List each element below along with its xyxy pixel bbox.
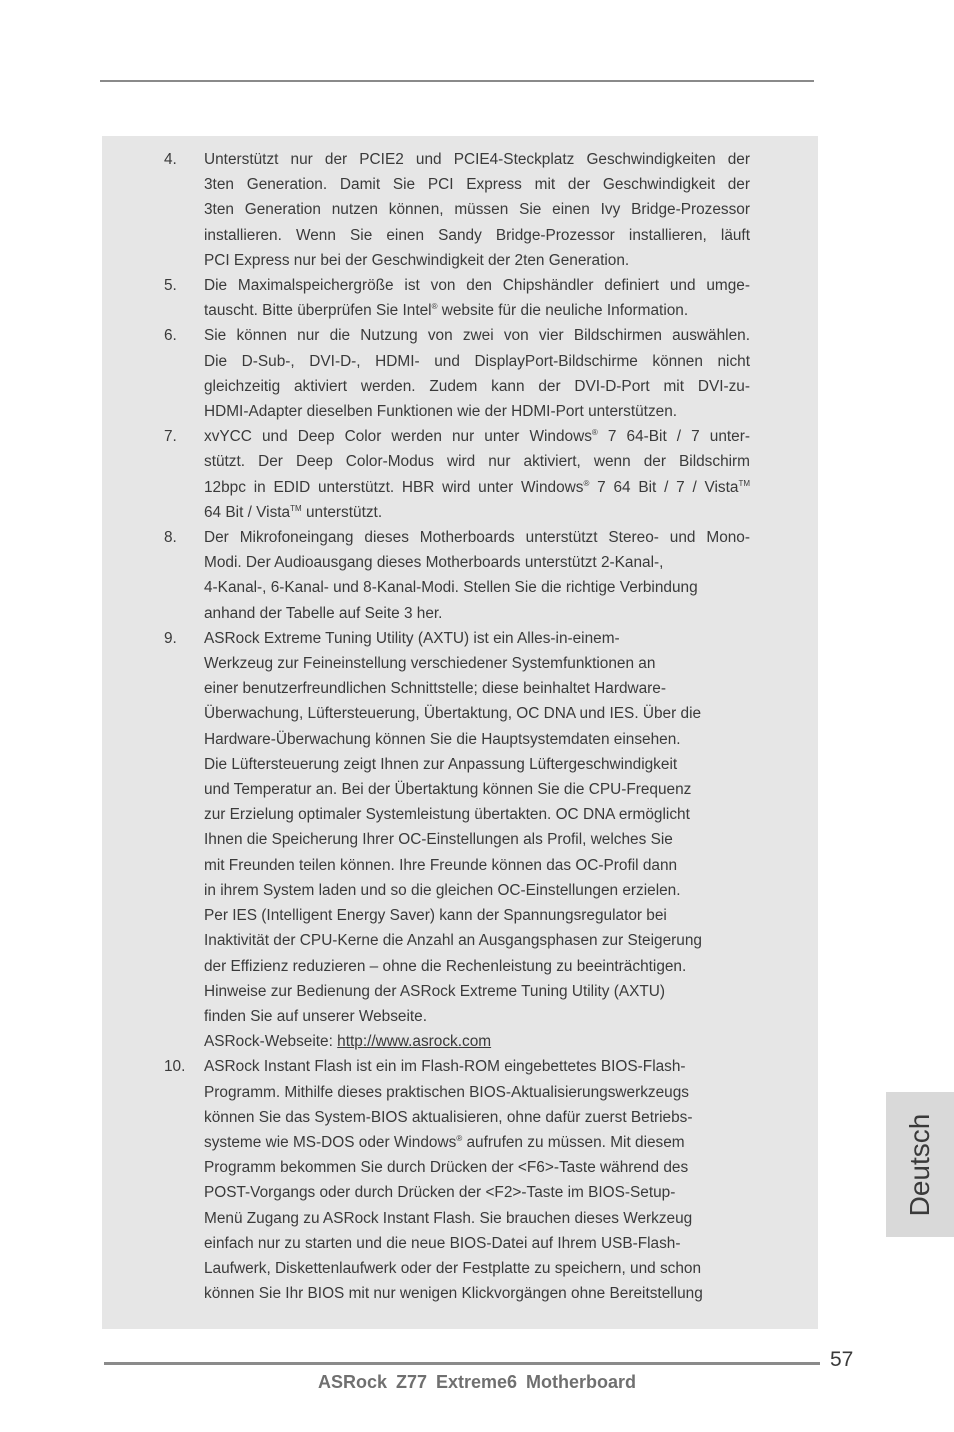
note-line: Programm bekommen Sie durch Drücken der <F6>-Taste während des (204, 1159, 689, 1177)
note-line: mit Freunden teilen können. Ihre Freunde können das OC-Profil dann (204, 856, 678, 874)
note-line: Ihnen die Speicherung Ihrer OC-Einstellungen als Profil, welches Sie (204, 831, 673, 849)
note-item (164, 323, 750, 424)
note-number: 6. (164, 327, 177, 345)
note-line: Programm. Mithilfe dieses praktischen BIOS-Aktualisierungswerkzeugs (204, 1083, 689, 1101)
note-line: 3ten Generation. Damit Sie PCI Express mit der Geschwindigkeit der (204, 176, 750, 194)
top-rule (100, 80, 814, 82)
note-line: Hardware-Überwachung können Sie die Hauptsystemdaten einsehen. (204, 730, 681, 748)
note-line: installieren. Wenn Sie einen Sandy Bridge-Prozessor installieren, läuft (204, 226, 750, 244)
note-line: Sie können nur die Nutzung von zwei von vier Bildschirmen auswählen. (204, 327, 750, 345)
note-line: in ihrem System laden und so die gleichen OC-Einstellungen erzielen. (204, 881, 681, 899)
note-line: 64 Bit / Vista™ unterstützt. (204, 503, 383, 521)
note-line: HDMI-Adapter dieselben Funktionen wie der HDMI-Port unterstützen. (204, 403, 678, 421)
note-line: systeme wie MS-DOS oder Windows® aufrufen zu müssen. Mit diesem (204, 1133, 685, 1151)
note-line: Menü Zugang zu ASRock Instant Flash. Sie brauchen dieses Werkzeug (204, 1209, 693, 1227)
note-line: 3ten Generation nutzen können, müssen Sie einen Ivy Bridge-Prozessor (204, 201, 750, 219)
note-item (164, 273, 750, 323)
note-line: Der Mikrofoneingang dieses Motherboards unterstützt Stereo- und Mono- (204, 529, 750, 547)
note-line: 12bpc in EDID unterstützt. HBR wird unter Windows® 7 64 Bit / 7 / Vista™ (204, 478, 751, 496)
note-line: Laufwerk, Diskettenlaufwerk oder der Festplatte zu speichern, und schon (204, 1259, 702, 1277)
note-line: xvYCC und Deep Color werden nur unter Windows® 7 64-Bit / 7 unter- (204, 428, 750, 446)
note-number: 5. (164, 277, 177, 295)
note-line: ASRock Instant Flash ist ein im Flash-ROM eingebettetes BIOS-Flash- (204, 1058, 686, 1076)
note-number: 4. (164, 151, 177, 168)
note-number: 8. (164, 529, 177, 547)
note-line: gleichzeitig aktiviert werden. Zudem kann der DVI-D-Port mit DVI-zu- (204, 377, 750, 395)
note-number: 9. (164, 629, 177, 647)
note-line: können Sie Ihr BIOS mit nur wenigen Klickvorgängen ohne Bereitstellung (204, 1285, 703, 1303)
note-line: können Sie das System-BIOS aktualisieren, ohne dafür zuerst Betriebs- (204, 1108, 693, 1126)
note-line: Per IES (Intelligent Energy Saver) kann der Spannungsregulator bei (204, 907, 667, 925)
note-line: zur Erzielung optimaler Systemleistung übertakten. OC DNA ermöglicht (204, 806, 690, 824)
note-item (164, 424, 750, 525)
note-item (164, 1054, 750, 1306)
note-line: Die D-Sub-, DVI-D-, HDMI- und DisplayPort-Bildschirme können nicht (204, 352, 750, 370)
note-line (204, 1029, 750, 1054)
note-item (164, 147, 750, 273)
note-line: tauscht. Bitte überprüfen Sie Intel® website für die neuliche Information. (204, 302, 689, 320)
language-label: Deutsch (904, 1113, 935, 1216)
website-label: ASRock-Webseite: (204, 1033, 338, 1051)
note-item (164, 525, 750, 626)
note-line: Die Lüftersteuerung zeigt Ihnen zur Anpassung Lüftergeschwindigkeit (204, 755, 678, 773)
note-line: finden Sie auf unserer Webseite. (204, 1007, 428, 1025)
note-number: 7. (164, 428, 177, 446)
note-line: stützt. Der Deep Color-Modus wird nur aktiviert, wenn der Bildschirm (204, 453, 750, 471)
footer-title: ASRock Z77 Extreme6 Motherboard (317, 1372, 637, 1392)
note-line: und Temperatur an. Bei der Übertaktung können Sie die CPU-Frequenz (204, 781, 692, 799)
note-line: Hinweise zur Bedienung der ASRock Extreme Tuning Utility (AXTU) (204, 982, 666, 1000)
note-line: Unterstützt nur der PCIE2 und PCIE4-Steckplatz Geschwindigkeiten der (204, 151, 750, 168)
note-line: Die Maximalspeichergröße ist von den Chipshändler definiert und umge- (204, 277, 750, 295)
note-line: einfach nur zu starten und die neue BIOS-Datei auf Ihrem USB-Flash- (204, 1234, 681, 1252)
note-line: anhand der Tabelle auf Seite 3 her. (204, 604, 443, 622)
language-side-tab (886, 1092, 954, 1237)
note-line: ASRock Extreme Tuning Utility (AXTU) ist ein Alles-in-einem- (204, 629, 620, 647)
note-number: 10. (164, 1058, 186, 1076)
asrock-website-link[interactable]: http://www.asrock.com (337, 1033, 492, 1051)
note-line: 4-Kanal-, 6-Kanal- und 8-Kanal-Modi. Stellen Sie die richtige Verbindung (204, 579, 698, 597)
notes-list (164, 147, 750, 1306)
note-line: Überwachung, Lüftersteuerung, Übertaktung, OC DNA und IES. Über die (204, 705, 702, 723)
note-item (164, 626, 750, 1054)
note-line: POST-Vorgangs oder durch Drücken der <F2>-Taste im BIOS-Setup- (204, 1184, 676, 1202)
page-number: 57 (830, 1348, 854, 1371)
note-line: Modi. Der Audioausgang dieses Motherboards unterstützt 2-Kanal-, (204, 554, 664, 572)
bottom-rule (104, 1362, 820, 1365)
note-line: einer benutzerfreundlichen Schnittstelle; diese beinhaltet Hardware- (204, 680, 666, 698)
note-line: Werkzeug zur Feineinstellung verschiedener Systemfunktionen an (204, 655, 656, 673)
note-line: Inaktivität der CPU-Kerne die Anzahl an Ausgangsphasen zur Steigerung (204, 932, 702, 950)
note-line: der Effizienz reduzieren – ohne die Rechenleistung zu beeinträchtigen. (204, 957, 687, 975)
note-line: PCI Express nur bei der Geschwindigkeit der 2ten Generation. (204, 251, 630, 269)
